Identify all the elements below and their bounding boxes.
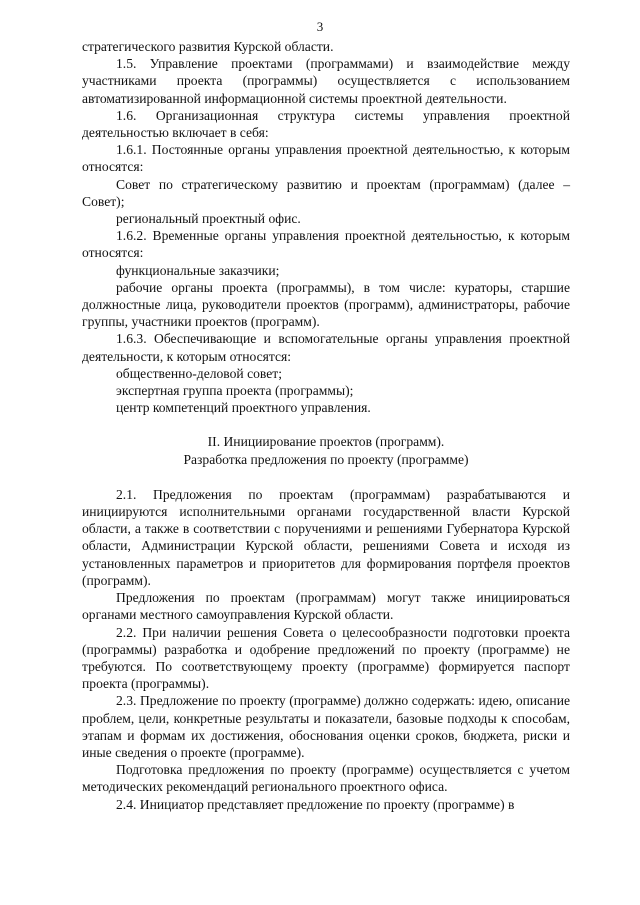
paragraph-1-6: 1.6. Организационная структура системы управления проектной деятельностью включает в себя: bbox=[82, 107, 570, 141]
list-item: экспертная группа проекта (программы); bbox=[116, 383, 354, 399]
paragraph-2-3: 2.3. Предложение по проекту (программе) должно содержать: идею, описание проблем, цели, конкретные результаты и показатели, базовые подходы к способам, этапам и формам их достижения, обоснования оценки сроков, бюджета, риски и иные сведения о проекте (программе). bbox=[82, 693, 570, 760]
paragraph-2-1: 2.1. Предложения по проектам (программам) разрабатываются и инициируются исполнительными органами государственной власти Курской области, а также в соответствии с поручениями и решениями Губернатора Курской области, Администрации Курской области, решениями Совета и исходя из установленных параметров и приоритетов для формирования портфеля проектов (программ). bbox=[82, 486, 570, 588]
paragraph-1-6-1: 1.6.1. Постоянные органы управления проектной деятельностью, к которым относятся: bbox=[82, 142, 570, 175]
page-number: 3 bbox=[316, 19, 324, 34]
document-body bbox=[82, 38, 570, 813]
paragraph: Подготовка предложения по проекту (программе) осуществляется с учетом методических рекомендаций регионального проектного офиса. bbox=[82, 762, 570, 795]
paragraph-2-4: 2.4. Инициатор представляет предложение по проекту (программе) в bbox=[116, 796, 515, 812]
paragraph-2-2: 2.2. При наличии решения Совета о целесообразности подготовки проекта (программы) разработка и одобрение предложений по проекту (программе) не требуются. По соответствующему проекту (программе) формируется паспорт проекта (программы). bbox=[82, 624, 570, 692]
paragraph: Предложения по проектам (программам) могут также инициироваться органами местного самоуправления Курской области. bbox=[82, 590, 570, 623]
list-item: общественно-деловой совет; bbox=[116, 365, 283, 381]
list-item: рабочие органы проекта (программы), в том числе: кураторы, старшие должностные лица, руководители проектов (программ), администраторы, рабочие группы, участники проектов (программ). bbox=[82, 279, 570, 330]
paragraph: стратегического развития Курской области. bbox=[82, 39, 334, 54]
list-item: функциональные заказчики; bbox=[116, 262, 280, 278]
list-item: региональный проектный офис. bbox=[116, 211, 301, 227]
paragraph-1-5: 1.5. Управление проектами (программами) и взаимодействие между участниками проекта (программы) осуществляется с использованием автоматизированной информационной системы проектной деятельности. bbox=[82, 56, 570, 106]
list-item: центр компетенций проектного управления. bbox=[116, 400, 371, 416]
paragraph-1-6-3: 1.6.3. Обеспечивающие и вспомогательные органы управления проектной деятельности, к которым относятся: bbox=[82, 331, 570, 364]
section-heading-line-1: II. Инициирование проектов (программ). bbox=[207, 434, 445, 450]
list-item: Совет по стратегическому развитию и проектам (программам) (далее – Совет); bbox=[82, 176, 570, 209]
section-heading-line-2: Разработка предложения по проекту (программе) bbox=[183, 451, 469, 467]
paragraph-1-6-2: 1.6.2. Временные органы управления проектной деятельностью, к которым относятся: bbox=[82, 228, 570, 261]
